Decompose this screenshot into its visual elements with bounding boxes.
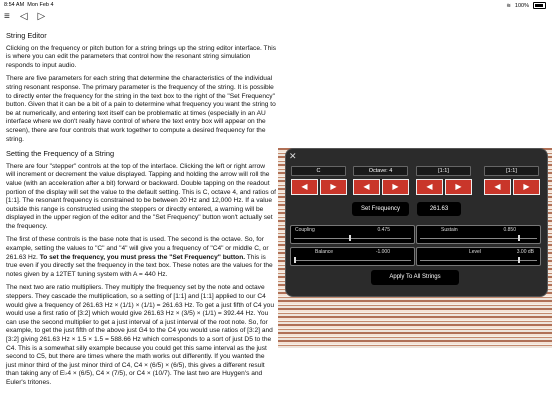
coupling-slider[interactable] — [290, 225, 415, 244]
close-icon[interactable]: ✕ — [289, 151, 297, 161]
wifi-icon: ≋ — [506, 2, 511, 9]
toolbar — [4, 12, 45, 22]
paragraph-text: The first of these controls is the base note that is used. The second is the octave. So, for example, setting the values to "C" and "4" will give you a frequency of "C4" or middle C, or 261.63 Hz. — [6, 236, 269, 261]
balance-slider[interactable] — [290, 247, 415, 266]
paragraph: Clicking on the frequency or pitch button for a string brings up the string editor interface. This is where you can edit the parameters that control how the resonant string simulation responds to input audio. — [6, 44, 276, 69]
status-time-date — [4, 2, 54, 8]
coupling-label: Coupling — [295, 227, 315, 233]
frequency-input[interactable]: 261.63 — [417, 202, 461, 216]
octave-increment-button[interactable]: ▶ — [382, 179, 409, 195]
ratio2-decrement-button[interactable]: ◀ — [484, 179, 511, 195]
coupling-value: 0.475 — [377, 227, 390, 233]
sustain-label: Sustain — [441, 227, 458, 233]
octave-decrement-button[interactable]: ◀ — [353, 179, 380, 195]
status-date: Mon Feb 4 — [27, 2, 54, 8]
string-editor-panel — [285, 148, 548, 297]
coupling-track — [294, 238, 411, 240]
apply-to-all-strings-button[interactable]: Apply To All Strings — [371, 270, 459, 285]
set-frequency-button[interactable]: Set Frequency — [352, 202, 409, 216]
level-knob[interactable] — [518, 257, 520, 263]
balance-value: -1.000 — [375, 249, 390, 255]
note-readout[interactable]: C — [291, 166, 346, 176]
paragraph: There are four "stepper" controls at the top of the interface. Clicking the left or right arrow will increment or decrement the value displayed. Tapping and holding the arrow will roll the value (with an acceleration after a bit) forward or backward. Double tapping on the readout portion of the display will set the value to the default setting. This is C, octave 4, and ratios of [1:1]. The resonant frequency is constrained to be between 20 Hz and 12,000 Hz. If a value outside this range is constructed using the steppers or directly entered, a warning will be displayed in the upper region of the editor and the "Set Frequency" button won't actually set the frequency. — [6, 162, 277, 230]
paragraph — [6, 236, 276, 279]
ratio2-readout[interactable]: [1:1] — [484, 166, 539, 176]
status-bar — [0, 0, 552, 10]
note-stepper — [291, 179, 347, 193]
paragraph: The next two are ratio multipliers. They multiply the frequency set by the note and octave steppers. They cascade the multiplication, so a setting of [1:1] and [1:1] applied to our C4 would give a frequency of 261.63 Hz × (1/1) × (1/1) = 261.63 Hz. To get a just fifth of C4 you would use a first ratio of [3:2] which would give 261.63 Hz × (3/5) × (1/1) = 392.44 Hz. You can use the second multiplier to get a just interval of a just interval of the root note. So, for example, to get the just fifth of the above just G4 to the C4 you would use ratios of [3:2] and [3:2] giving 261.63 Hz × 1.5 × 1.5 = 588.66 Hz which corresponds to a sort of just D5 to the C4. This is a somewhat silly example because you could get this same interval as the just second to C5, but there are times where the math works out differently. If you wanted the just minor third of the just minor third of C4, C4 × (6/5) × (6/5), this gives a different result than taking any of E♭4 × (6/5), C4 × (7/5), or C4 × (10/7). The last two are Huygen's and Euler's tritones. — [6, 284, 274, 386]
level-value: 3.00 dB — [516, 249, 534, 255]
ratio2-stepper — [484, 179, 540, 193]
paragraph: There are five parameters for each string that determine the characteristics of the individual string resonant response. The primary parameter is the frequency of the string. It is possible to directly enter the frequency for the string in the text box to the right of the "Set Frequency" button. Given that it can be a bit of a pain to determine what frequency you want the string to be at numerically, and entering text itself can be problematic at times (especially in an AU interface where we don't really have control of where the text entry box will appear on the screen), there are four controls that work together to compute a desired frequency for the string. — [6, 75, 276, 143]
ratio1-increment-button[interactable]: ▶ — [445, 179, 472, 195]
coupling-knob[interactable] — [349, 235, 351, 241]
balance-label: Balance — [315, 249, 334, 255]
forward-icon[interactable]: ▷ — [37, 11, 46, 22]
battery-icon — [533, 2, 546, 9]
balance-track — [294, 260, 411, 262]
octave-readout[interactable]: Octave: 4 — [353, 166, 408, 176]
bold-instruction: To set the frequency, you must press the "Set Frequency" button. — [39, 253, 246, 261]
sustain-value: 0.850 — [503, 227, 516, 233]
help-document — [6, 26, 276, 393]
note-decrement-button[interactable]: ◀ — [291, 179, 318, 195]
octave-stepper — [353, 179, 409, 193]
section-title-setting-frequency: Setting the Frequency of a String — [6, 149, 115, 159]
note-increment-button[interactable]: ▶ — [320, 179, 347, 195]
back-icon[interactable]: ◁ — [19, 11, 28, 22]
balance-knob[interactable] — [294, 257, 296, 263]
battery-percent: 100% — [514, 2, 529, 9]
paragraph-text: This is true even if you directly set the frequency in the text box. These notes are the values for the notes given by a 12TET tuning system with A = 440 Hz. — [6, 253, 273, 278]
ratio1-stepper — [416, 179, 472, 193]
sustain-knob[interactable] — [518, 235, 520, 241]
section-title-string-editor: String Editor — [6, 31, 47, 40]
ratio2-increment-button[interactable]: ▶ — [513, 179, 540, 195]
level-label: Level — [469, 249, 481, 255]
ratio1-readout[interactable]: [1:1] — [416, 166, 471, 176]
sustain-slider[interactable] — [416, 225, 541, 244]
ratio1-decrement-button[interactable]: ◀ — [416, 179, 443, 195]
menu-icon[interactable]: ≡ — [4, 11, 10, 22]
status-time: 8:54 AM — [4, 2, 25, 8]
status-right — [506, 2, 546, 9]
level-slider[interactable] — [416, 247, 541, 266]
